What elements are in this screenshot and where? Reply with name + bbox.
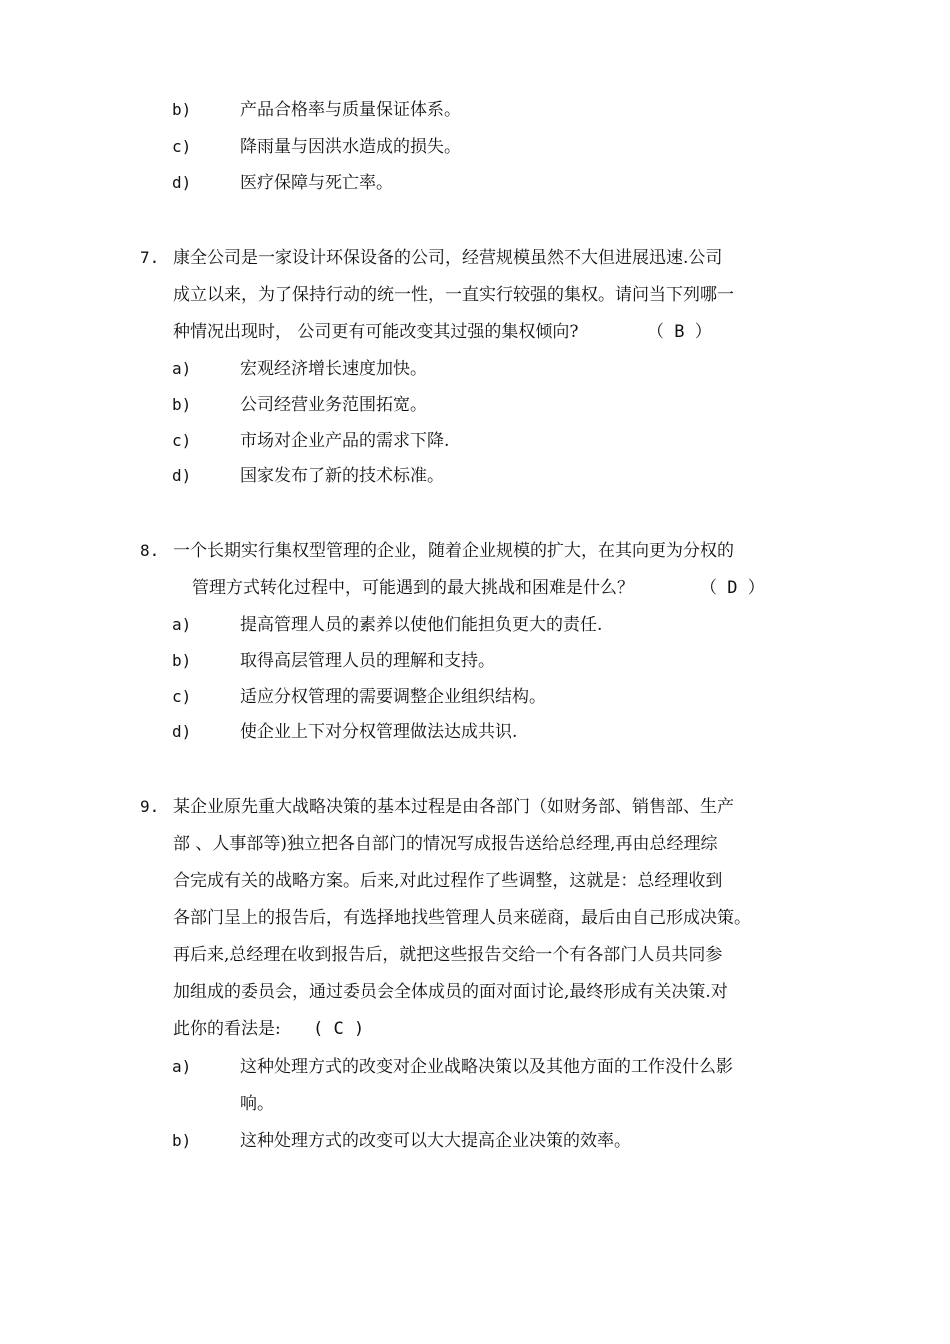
option-text: 降雨量与因洪水造成的损失。 xyxy=(240,137,461,157)
option-text: 产品合格率与质量保证体系。 xyxy=(240,100,461,120)
question-number: 8. xyxy=(140,541,160,560)
option-letter: b) xyxy=(172,651,192,670)
question-line: 再后来,总经理在收到报告后，就把这些报告交给一个有各部门人员共同参 xyxy=(173,945,723,965)
question-line: 此你的看法是: xyxy=(173,1019,281,1039)
option-text: 这种处理方式的改变可以大大提高企业决策的效率。 xyxy=(240,1131,631,1151)
option-text-continued: 响。 xyxy=(240,1094,274,1114)
question-line: 种情况出现时， 公司更有可能改变其过强的集权倾向? xyxy=(173,322,579,342)
option-text: 取得高层管理人员的理解和支持。 xyxy=(240,651,495,671)
option-letter: d) xyxy=(172,173,192,192)
question-number: 9. xyxy=(140,797,160,816)
option-letter: c) xyxy=(172,431,192,450)
question-line: 某企业原先重大战略决策的基本过程是由各部门（如财务部、销售部、生产 xyxy=(173,797,734,817)
option-letter: c) xyxy=(172,137,192,156)
option-letter: b) xyxy=(172,1131,192,1150)
answer-bracket: （ B ） xyxy=(647,322,712,342)
answer-bracket: ( C ) xyxy=(313,1019,365,1039)
option-letter: a) xyxy=(172,359,192,378)
question-line: 加组成的委员会，通过委员会全体成员的面对面讨论,最终形成有关决策.对 xyxy=(173,982,728,1002)
option-text: 使企业上下对分权管理做法达成共识. xyxy=(240,722,518,742)
option-text: 国家发布了新的技术标准。 xyxy=(240,466,444,486)
option-letter: b) xyxy=(172,395,192,414)
question-line: 一个长期实行集权型管理的企业，随着企业规模的扩大，在其向更为分权的 xyxy=(173,541,734,561)
question-line: 合完成有关的战略方案。后来,对此过程作了些调整，这就是：总经理收到 xyxy=(173,871,723,891)
question-line: 部 、人事部等)独立把各自部门的情况写成报告送给总经理,再由总经理综 xyxy=(173,834,718,854)
question-line: 成立以来，为了保持行动的统一性，一直实行较强的集权。请问当下列哪一 xyxy=(173,285,734,305)
option-letter: d) xyxy=(172,466,192,485)
option-letter: d) xyxy=(172,722,192,741)
option-text: 适应分权管理的需要调整企业组织结构。 xyxy=(240,687,546,707)
option-letter: a) xyxy=(172,1057,192,1076)
option-text: 公司经营业务范围拓宽。 xyxy=(240,395,427,415)
question-number: 7. xyxy=(140,248,160,267)
option-letter: a) xyxy=(172,615,192,634)
option-text: 宏观经济增长速度加快。 xyxy=(240,359,427,379)
option-text: 市场对企业产品的需求下降. xyxy=(240,431,450,451)
option-text: 这种处理方式的改变对企业战略决策以及其他方面的工作没什么影 xyxy=(240,1057,733,1077)
option-text: 医疗保障与死亡率。 xyxy=(240,173,393,193)
option-text: 提高管理人员的素养以使他们能担负更大的责任. xyxy=(240,615,603,635)
question-line: 各部门呈上的报告后，有选择地找些管理人员来磋商，最后由自己形成决策。 xyxy=(173,908,751,928)
option-letter: c) xyxy=(172,687,192,706)
answer-bracket: （ D ） xyxy=(700,578,765,598)
option-letter: b) xyxy=(172,100,192,119)
question-line: 管理方式转化过程中，可能遇到的最大挑战和困难是什么？ xyxy=(192,578,634,598)
question-line: 康全公司是一家设计环保设备的公司，经营规模虽然不大但进展迅速.公司 xyxy=(173,248,723,268)
